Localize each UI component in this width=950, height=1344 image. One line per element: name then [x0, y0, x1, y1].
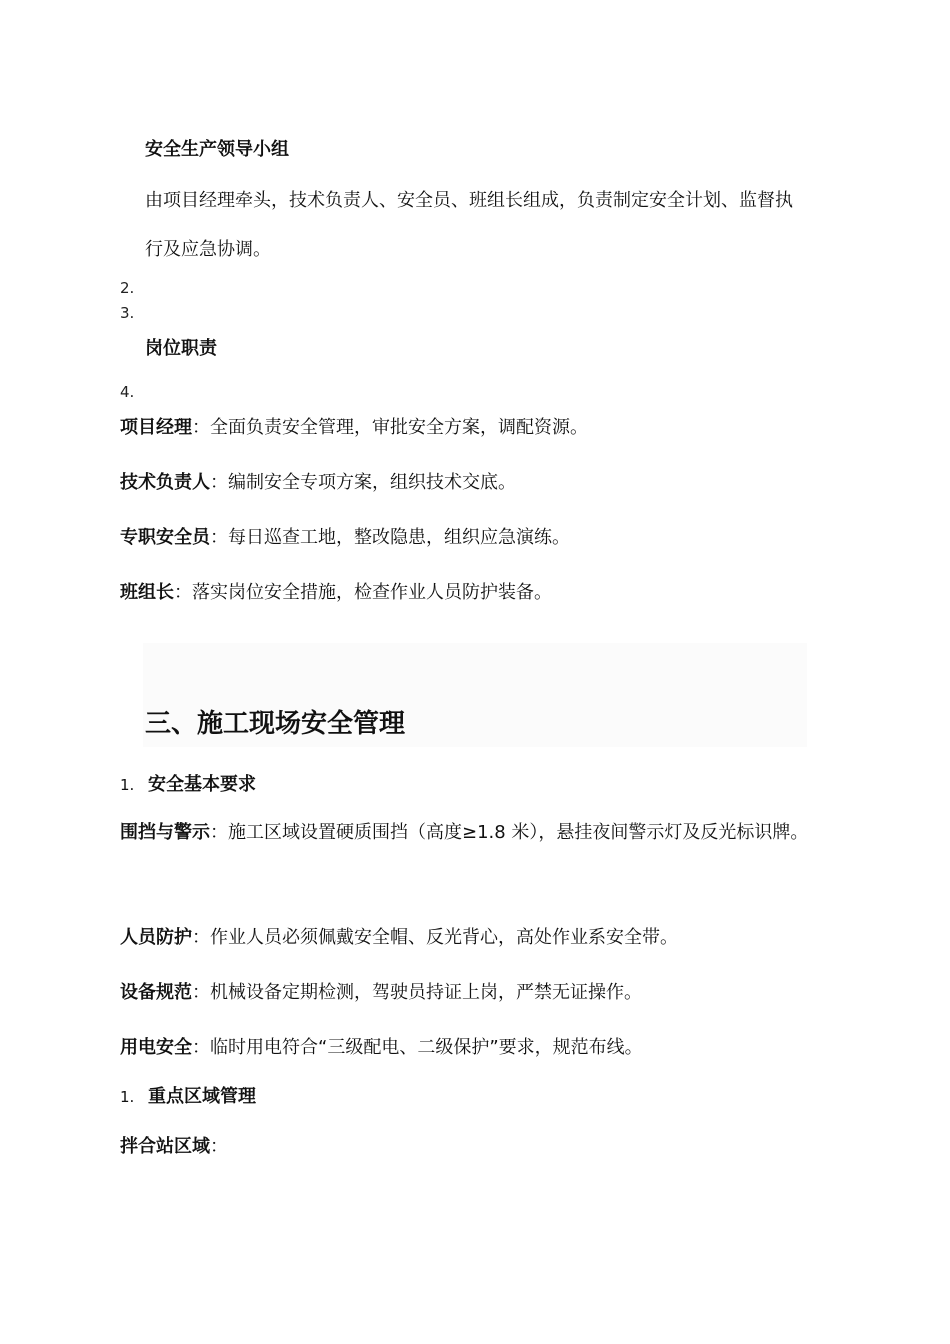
subsection-number: 1.: [120, 776, 135, 794]
leadership-description: 由项目经理牵头，技术负责人、安全员、班组长组成，负责制定安全计划、监督执行及应急协调。: [145, 190, 793, 260]
duty-sep: ：: [192, 417, 210, 438]
subsection-key-areas: [120, 1085, 256, 1109]
area-sep: ：: [210, 1136, 228, 1157]
requirement-item-personnel: [120, 926, 678, 950]
duty-item-safety-officer: [120, 526, 570, 550]
requirement-text: 临时用电符合“三级配电、二级保护”要求，规范布线。: [210, 1037, 643, 1058]
duty-text: 全面负责安全管理，审批安全方案，调配资源。: [210, 417, 588, 438]
section-title-duties: 岗位职责: [145, 338, 217, 359]
requirement-label: 用电安全: [120, 1037, 192, 1058]
requirement-sep: ：: [192, 927, 210, 948]
requirement-item-fencing: [120, 807, 810, 859]
duty-label: 技术负责人: [120, 472, 210, 493]
duty-text: 编制安全专项方案，组织技术交底。: [228, 472, 516, 493]
duty-label: 班组长: [120, 582, 174, 603]
duty-label: 专职安全员: [120, 527, 210, 548]
duty-text: 落实岗位安全措施，检查作业人员防护装备。: [192, 582, 552, 603]
duty-item-technical-lead: [120, 471, 516, 495]
duty-sep: ：: [174, 582, 192, 603]
requirement-label: 设备规范: [120, 982, 192, 1003]
requirement-sep: ：: [192, 1037, 210, 1058]
subsection-title: 重点区域管理: [148, 1086, 256, 1107]
duty-sep: ：: [210, 472, 228, 493]
requirement-text: 机械设备定期检测，驾驶员持证上岗，严禁无证操作。: [210, 982, 642, 1003]
list-number-3: 3.: [120, 304, 135, 322]
requirement-label: 围挡与警示: [120, 822, 210, 843]
area-label: 拌合站区域: [120, 1136, 210, 1157]
area-item-mixing-station: [120, 1135, 228, 1159]
requirement-item-electricity: [120, 1036, 643, 1060]
requirement-text: 作业人员必须佩戴安全帽、反光背心，高处作业系安全带。: [210, 927, 678, 948]
requirement-item-equipment: [120, 981, 642, 1005]
subsection-number: 1.: [120, 1088, 135, 1106]
duty-text: 每日巡查工地，整改隐患，组织应急演练。: [228, 527, 570, 548]
subsection-basic-requirements: [120, 773, 256, 797]
requirement-label: 人员防护: [120, 927, 192, 948]
chapter-3-heading: 三、施工现场安全管理: [145, 709, 406, 739]
duty-sep: ：: [210, 527, 228, 548]
requirement-sep: ：: [210, 822, 228, 843]
duty-item-project-manager: [120, 416, 588, 440]
duty-label: 项目经理: [120, 417, 192, 438]
requirement-sep: ：: [192, 982, 210, 1003]
subsection-title: 安全基本要求: [148, 774, 256, 795]
list-number-2: 2.: [120, 279, 135, 297]
section-title-leadership: 安全生产领导小组: [145, 139, 289, 160]
list-number-4: 4.: [120, 383, 135, 401]
duty-item-team-leader: [120, 581, 552, 605]
requirement-text: 施工区域设置硬质围挡（高度≥1.8 米），悬挂夜间警示灯及反光标识牌。: [228, 822, 809, 843]
